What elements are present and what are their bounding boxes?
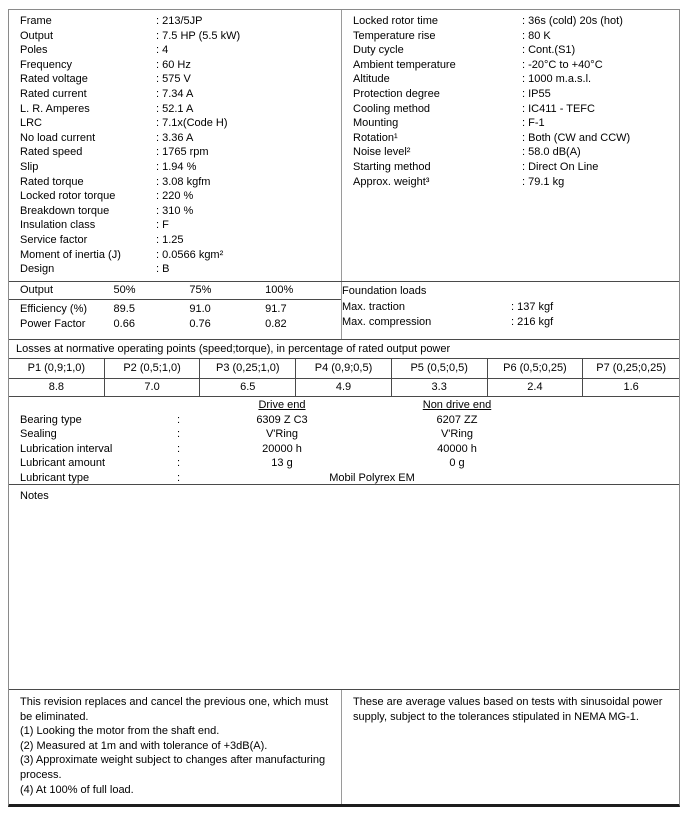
spec-label: Approx. weight³	[353, 175, 430, 188]
row-spacer	[547, 413, 671, 428]
spec-label: Mounting	[353, 117, 399, 130]
spec-label: Ambient temperature	[353, 58, 456, 71]
efficiency-50: 89.5	[113, 303, 135, 315]
spec-value: : 1000 m.a.s.l.	[522, 73, 592, 86]
losses-point-value: 8.8	[9, 379, 105, 397]
spec-row-breakdown-torque	[20, 204, 333, 219]
lubricant-amount-drive: 13 g	[271, 457, 293, 470]
spec-label: Protection degree	[353, 87, 440, 100]
spec-row-no-load-current	[20, 131, 333, 146]
lubricant-amount-label: Lubricant amount	[20, 457, 105, 470]
spec-row-cooling-method	[353, 102, 671, 117]
spec-label: Starting method	[353, 160, 431, 173]
performance-table	[9, 282, 342, 339]
spec-label: Locked rotor time	[353, 15, 438, 27]
spec-row-design	[20, 262, 333, 277]
performance-col-75: 75%	[189, 284, 212, 297]
general-specs-section	[9, 10, 679, 281]
spec-label: Frequency	[20, 58, 72, 71]
spec-row-starting-method	[353, 160, 671, 175]
power-factor-75: 0.76	[189, 317, 211, 330]
performance-col-50: 50%	[113, 284, 136, 297]
foundation-loads-title: Foundation loads	[342, 285, 427, 297]
colon-separator: :	[177, 428, 181, 441]
spec-value: : 310 %	[156, 204, 194, 217]
bearing-type-row	[20, 413, 671, 428]
bearings-header-spacer	[20, 398, 177, 413]
spec-row-slip	[20, 160, 333, 175]
motor-datasheet	[8, 9, 680, 807]
non-drive-end-header: Non drive end	[422, 399, 492, 411]
spec-label: Temperature rise	[353, 29, 436, 42]
power-factor-100: 0.82	[265, 317, 287, 330]
losses-point-header: P3 (0,25;1,0)	[200, 359, 296, 378]
footer-section	[9, 689, 679, 804]
bearing-type-drive: 6309 Z C3	[256, 413, 308, 426]
spec-value: : F	[156, 219, 169, 232]
row-spacer	[547, 427, 671, 442]
spec-row-noise-level	[353, 145, 671, 160]
sealing-label: Sealing	[20, 428, 57, 441]
spec-row-ambient-temperature	[353, 58, 671, 73]
spec-value: : 4	[156, 44, 169, 57]
spec-label: No load current	[20, 131, 96, 144]
losses-point-header: P4 (0,9;0,5)	[296, 359, 392, 378]
spec-row-locked-rotor-torque	[20, 189, 333, 204]
drive-end-header: Drive end	[258, 399, 306, 411]
losses-point-header: P5 (0,5;0,5)	[392, 359, 488, 378]
spec-value: : 60 Hz	[156, 58, 191, 71]
revision-note: This revision replaces and cancel the previous one, which must be eliminated.	[20, 696, 329, 723]
spec-value: : 58.0 dB(A)	[522, 146, 581, 159]
lubricant-type-label: Lubricant type	[20, 471, 90, 484]
max-traction-label: Max. traction	[342, 301, 405, 313]
spec-value: : 36s (cold) 20s (hot)	[522, 15, 623, 27]
spec-label: LRC	[20, 117, 43, 130]
spec-row-frame	[20, 14, 333, 29]
footnote-4: (4) At 100% of full load.	[20, 783, 134, 796]
spec-row-rotation	[353, 131, 671, 146]
max-traction-row	[342, 300, 679, 315]
losses-point-header: P7 (0,25;0,25)	[596, 362, 666, 374]
spec-value: : 1765 rpm	[156, 146, 209, 159]
spec-value: : 7.34 A	[156, 87, 194, 100]
bearing-type-label: Bearing type	[20, 413, 82, 426]
spec-value: : 79.1 kg	[522, 175, 565, 188]
spec-value: : 575 V	[156, 73, 191, 86]
spec-label: Breakdown torque	[20, 204, 110, 217]
spec-label: Rated current	[20, 87, 87, 100]
spec-label: Rated speed	[20, 146, 83, 159]
spec-label: Frame	[20, 15, 52, 27]
colon-separator: :	[177, 442, 181, 455]
spec-row-approx-weight	[353, 175, 671, 190]
spec-row-rated-current	[20, 87, 333, 102]
bearings-header-spacer	[177, 398, 197, 413]
spec-label: Noise level²	[353, 146, 411, 159]
lubricant-amount-row	[20, 456, 671, 471]
spec-row-rated-speed	[20, 145, 333, 160]
spec-row-output	[20, 29, 333, 44]
spec-value: : 3.08 kgfm	[156, 175, 211, 188]
footnote-1: (1) Looking the motor from the shaft end.	[20, 725, 220, 738]
spec-label: Altitude	[353, 73, 390, 86]
spec-value: : 7.1x(Code H)	[156, 117, 228, 130]
spec-value: : F-1	[522, 117, 545, 130]
losses-header-row	[9, 359, 679, 379]
losses-values-row	[9, 379, 679, 397]
spec-label: Slip	[20, 160, 39, 173]
losses-point-value: 3.3	[392, 379, 488, 397]
spec-row-altitude	[353, 72, 671, 87]
spec-label: Rotation¹	[353, 131, 398, 144]
colon-separator: :	[177, 471, 181, 484]
bearings-header-row	[20, 398, 671, 413]
power-factor-50: 0.66	[113, 317, 135, 330]
efficiency-row	[20, 302, 341, 317]
footer-revision-notes	[9, 690, 342, 804]
colon-separator: :	[177, 457, 181, 470]
bearings-header-spacer	[547, 398, 671, 413]
losses-point-header: P1 (0,9;1,0)	[9, 359, 105, 378]
sealing-row	[20, 427, 671, 442]
spec-row-poles	[20, 43, 333, 58]
spec-value: : IC411 - TEFC	[522, 102, 595, 115]
losses-point-value: 2.4	[488, 379, 584, 397]
spec-label: L. R. Amperes	[20, 102, 90, 115]
spec-label: Service factor	[20, 233, 88, 246]
spec-value: : 7.5 HP (5.5 kW)	[156, 29, 241, 42]
specs-right-column	[342, 10, 679, 281]
spec-value: : IP55	[522, 87, 551, 100]
spec-row-lr-amperes	[20, 102, 333, 117]
spec-value: : 80 K	[522, 29, 551, 42]
sealing-drive: V'Ring	[265, 428, 299, 441]
spec-row-temperature-rise	[353, 29, 671, 44]
spec-row-rated-voltage	[20, 72, 333, 87]
bearings-section	[9, 396, 679, 484]
spec-value: : Both (CW and CCW)	[522, 131, 631, 144]
performance-body	[9, 300, 341, 331]
tolerance-note-text: These are average values based on tests with sinusoidal power supply, subject to the tolerances stipulated in NEMA MG-1.	[353, 696, 663, 723]
losses-title: Losses at normative operating points (speed;torque), in percentage of rated output power	[9, 340, 679, 359]
performance-header-row	[9, 282, 341, 300]
losses-point-header: P2 (0,5;1,0)	[105, 359, 201, 378]
colon-separator: :	[177, 413, 181, 426]
efficiency-100: 91.7	[265, 303, 287, 315]
spec-value: : 1.25	[156, 233, 184, 246]
spec-label: Cooling method	[353, 102, 431, 115]
spec-label: Rated torque	[20, 175, 84, 188]
lubrication-interval-label: Lubrication interval	[20, 442, 113, 455]
lubricant-type-value: Mobil Polyrex EM	[329, 471, 415, 484]
spec-row-frequency	[20, 58, 333, 73]
max-compression-row	[342, 315, 679, 330]
spec-value: : 3.36 A	[156, 131, 194, 144]
spec-value: : 52.1 A	[156, 102, 194, 115]
spec-row-duty-cycle	[353, 43, 671, 58]
losses-point-header: P6 (0,5;0,25)	[488, 359, 584, 378]
spec-label: Output	[20, 29, 54, 42]
foundation-loads	[342, 282, 679, 339]
spec-label: Poles	[20, 44, 48, 57]
notes-section	[9, 484, 679, 689]
performance-section	[9, 281, 679, 339]
spec-row-mounting	[353, 116, 671, 131]
spec-value: : Direct On Line	[522, 160, 599, 173]
spec-label: Rated voltage	[20, 73, 88, 86]
spec-value: : 1.94 %	[156, 160, 197, 173]
performance-col-100: 100%	[265, 284, 294, 297]
spec-row-locked-rotor-time	[353, 14, 671, 29]
losses-point-value: 1.6	[623, 381, 639, 393]
spec-row-protection-degree	[353, 87, 671, 102]
lubrication-interval-nondrive: 40000 h	[437, 442, 477, 455]
spec-row-insulation-class	[20, 218, 333, 233]
lubricant-amount-nondrive: 0 g	[449, 457, 465, 470]
footer-tolerance-note	[342, 690, 679, 804]
spec-label: Locked rotor torque	[20, 190, 116, 203]
footnote-3: (3) Approximate weight subject to changes after manufacturing process.	[20, 754, 326, 781]
spec-value: : Cont.(S1)	[522, 44, 576, 57]
spec-row-lrc	[20, 116, 333, 131]
losses-point-value: 4.9	[296, 379, 392, 397]
losses-point-value: 7.0	[105, 379, 201, 397]
max-compression-label: Max. compression	[342, 315, 432, 328]
losses-point-value: 6.5	[200, 379, 296, 397]
bearing-type-nondrive: 6207 ZZ	[436, 413, 478, 426]
performance-header-label: Output	[20, 284, 54, 297]
spec-row-rated-torque	[20, 175, 333, 190]
losses-section	[9, 339, 679, 396]
max-traction-value: : 137 kgf	[511, 301, 554, 313]
spec-label: Design	[20, 263, 55, 276]
spec-value: : B	[156, 263, 170, 276]
spec-label: Moment of inertia (J)	[20, 248, 121, 261]
power-factor-label: Power Factor	[20, 317, 86, 330]
spec-row-moment-of-inertia	[20, 248, 333, 263]
lubrication-interval-row	[20, 442, 671, 457]
efficiency-75: 91.0	[189, 303, 211, 315]
footnote-2: (2) Measured at 1m and with tolerance of +3dB(A).	[20, 739, 268, 752]
row-spacer	[547, 442, 671, 457]
max-compression-value: : 216 kgf	[511, 315, 554, 328]
lubrication-interval-drive: 20000 h	[262, 442, 302, 455]
spec-row-service-factor	[20, 233, 333, 248]
spec-value: : 220 %	[156, 190, 194, 203]
efficiency-label: Efficiency (%)	[20, 303, 88, 315]
power-factor-row	[20, 317, 341, 332]
specs-left-column	[9, 10, 342, 281]
spec-label: Insulation class	[20, 219, 96, 232]
spec-value: : 0.0566 kgm²	[156, 248, 224, 261]
spec-label: Duty cycle	[353, 44, 404, 57]
spec-value: : -20°C to +40°C	[522, 58, 603, 71]
notes-title: Notes	[20, 490, 49, 502]
sealing-nondrive: V'Ring	[440, 428, 474, 441]
spec-value: : 213/5JP	[156, 15, 203, 27]
row-spacer	[547, 456, 671, 471]
